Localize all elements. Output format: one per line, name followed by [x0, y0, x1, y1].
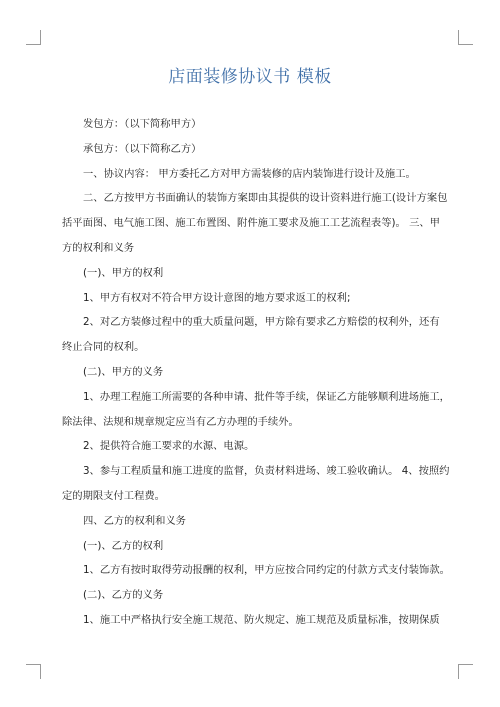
- paragraph-line: 括平面图、电气施工图、施工布置图、附件施工要求及施工工艺流程表等)。 三、甲: [62, 217, 440, 230]
- paragraph-line: 四、乙方的权利和义务: [83, 514, 186, 527]
- paragraph-line: 一、协议内容： 甲方委托乙方对甲方需装修的店内装饰进行设计及施工。: [83, 167, 416, 180]
- paragraph-line: 3、参与工程质量和施工进度的监督，负责材料进场、竣工验收确认。 4、按照约: [83, 465, 450, 478]
- paragraph-line: (二)、甲方的义务: [83, 365, 164, 378]
- paragraph-line: 1、乙方有按时取得劳动报酬的权利，甲方应按合同约定的付款方式支付装饰款。: [83, 564, 450, 577]
- document-title: 店面装修协议书 模板: [168, 67, 332, 87]
- paragraph-line: (一)、乙方的权利: [83, 539, 164, 552]
- crop-mark-top-left: [26, 30, 41, 45]
- paragraph-line: 方的权利和义务: [62, 241, 135, 254]
- paragraph-line: 1、甲方有权对不符合甲方设计意图的地方要求返工的权利;: [83, 291, 351, 304]
- paragraph-line: 2、对乙方装修过程中的重大质量问题，甲方除有要求乙方赔偿的权利外，还有: [83, 316, 440, 329]
- paragraph-line: 2、提供符合施工要求的水源、电源。: [83, 440, 255, 453]
- paragraph-line: 发包方：（以下简称甲方）: [83, 118, 202, 130]
- paragraph-line: 承包方：（以下简称乙方）: [83, 142, 202, 155]
- crop-mark-top-right: [458, 30, 473, 45]
- paragraph-line: 终止合同的权利。: [62, 341, 145, 354]
- paragraph-line: (一)、甲方的权利: [83, 266, 164, 279]
- paragraph-line: 二、乙方按甲方书面确认的装饰方案即由其提供的设计资料进行施工(设计方案包: [83, 192, 448, 205]
- paragraph-line: 除法律、法规和规章规定应当有乙方办理的手续外。: [62, 415, 299, 428]
- document-body: [62, 112, 450, 633]
- paragraph-line: (二)、乙方的义务: [83, 589, 164, 602]
- paragraph-line: 定的期限支付工程费。: [62, 489, 165, 502]
- crop-mark-bottom-right: [458, 664, 473, 679]
- crop-mark-bottom-left: [26, 664, 41, 679]
- paragraph-line: 1、施工中严格执行安全施工规范、防火规定、施工规范及质量标准，按期保质: [83, 613, 440, 626]
- paragraph-line: 1、办理工程施工所需要的各种申请、批件等手续，保证乙方能够顺利进场施工，: [83, 390, 450, 403]
